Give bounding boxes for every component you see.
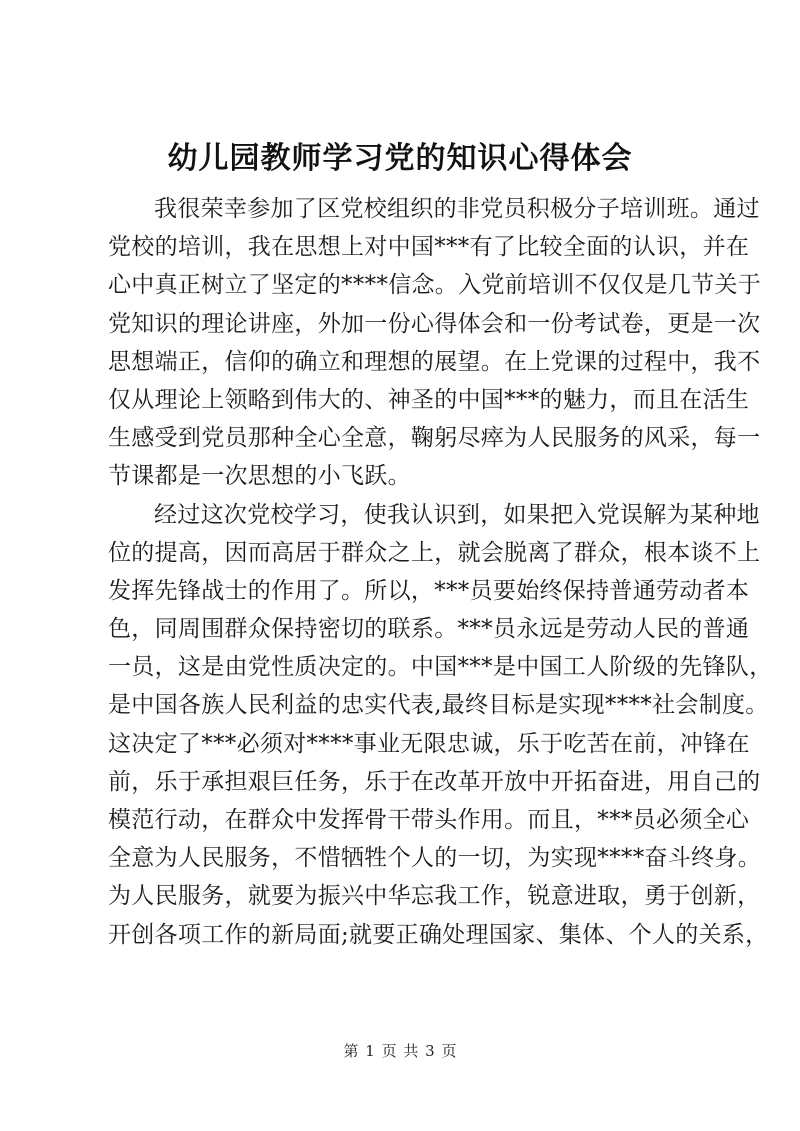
paragraph-2-line-10: 全意为人民服务，不惜牺牲个人的一切，为实现****奋斗终身。	[108, 845, 761, 872]
paragraph-1-line-7: 生感受到党员那种全心全意，鞠躬尽瘁为人民服务的风采，每一	[108, 425, 761, 452]
paragraph-1-line-6: 仅从理论上领略到伟大的、神圣的中国***的魅力，而且在活生	[108, 386, 750, 413]
paragraph-2-line-7: 这决定了***必须对****事业无限忠诚，乐于吃苦在前，冲锋在	[108, 730, 750, 757]
paragraph-2-line-5: 一员，这是由党性质决定的。中国***是中国工人阶级的先锋队，	[108, 654, 773, 681]
paragraph-2-line-4: 色，同周围群众保持密切的联系。***员永远是劳动人民的普通	[108, 616, 750, 643]
paragraph-1-line-2: 党校的培训，我在思想上对中国***有了比较全面的认识，并在	[108, 234, 750, 261]
document-title: 幼儿园教师学习党的知识心得体会	[167, 141, 633, 176]
document-body	[108, 190, 773, 954]
paragraph-1-line-4: 党知识的理论讲座，外加一份心得体会和一份考试卷，更是一次	[108, 310, 761, 337]
paragraph-2-line-3: 发挥先锋战士的作用了。所以，***员要始终保持普通劳动者本	[108, 577, 750, 604]
paragraph-2-line-12: 开创各项工作的新局面;就要正确处理国家、集体、个人的关系，	[108, 921, 769, 948]
page-footer: 第 1 页 共 3 页	[343, 1042, 457, 1060]
paragraph-2-line-6: 是中国各族人民利益的忠实代表,最终目标是实现****社会制度。	[108, 692, 769, 719]
paragraph-2-line-1: 经过这次党校学习，使我认识到，如果把入党误解为某种地	[154, 501, 760, 528]
paragraph-1-line-1: 我很荣幸参加了区党校组织的非党员积极分子培训班。通过	[154, 196, 760, 222]
paragraph-1-line-5: 思想端正，信仰的确立和理想的展望。在上党课的过程中，我不	[108, 348, 761, 375]
paragraph-2-line-8: 前，乐于承担艰巨任务，乐于在改革开放中开拓奋进，用自己的	[108, 768, 761, 795]
paragraph-2-line-9: 模范行动，在群众中发挥骨干带头作用。而且，***员必须全心	[108, 807, 750, 833]
paragraph-1-line-3: 心中真正树立了坚定的****信念。入党前培训不仅仅是几节关于	[108, 272, 761, 299]
paragraph-2-line-2: 位的提高，因而高居于群众之上，就会脱离了群众，根本谈不上	[108, 539, 761, 566]
paragraph-1-line-8: 节课都是一次思想的小飞跃。	[108, 463, 411, 490]
paragraph-2-line-11: 为人民服务，就要为振兴中华忘我工作，锐意进取，勇于创新，	[108, 883, 761, 910]
